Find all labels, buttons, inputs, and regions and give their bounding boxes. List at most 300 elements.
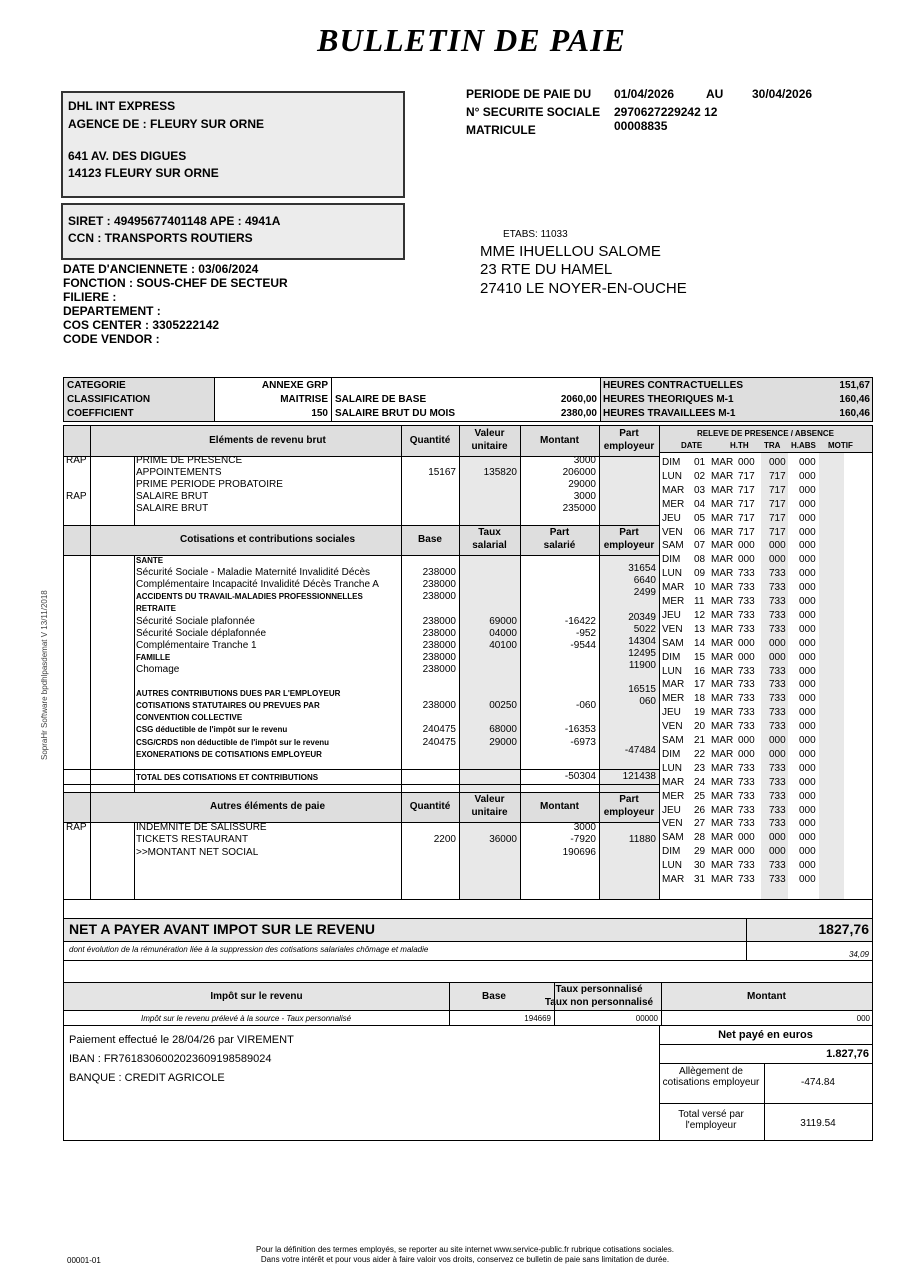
presence-tra: 733 xyxy=(769,762,786,774)
info-filiere: FILIERE : xyxy=(63,290,117,304)
period-au: AU xyxy=(706,87,724,101)
presence-day: LUN xyxy=(662,665,683,677)
header-autres: Autres éléments de paie xyxy=(209,801,326,812)
presence-month: MAR xyxy=(711,735,734,746)
coefficient-value: 150 xyxy=(311,408,328,419)
presence-day: MAR xyxy=(662,484,685,496)
presence-month: MAR xyxy=(711,582,734,594)
presence-month: MAR xyxy=(711,637,734,649)
presence-habs: 000 xyxy=(799,665,816,677)
cot-employeur: 060 xyxy=(639,696,656,708)
presence-day: MER xyxy=(662,790,685,802)
heures-trav-label: HEURES TRAVAILLEES M-1 xyxy=(603,408,736,419)
presence-month: MAR xyxy=(711,860,734,872)
cot-employeur: 6640 xyxy=(633,575,656,587)
presence-date: 18 xyxy=(694,693,706,705)
presence-tra: 733 xyxy=(769,707,786,719)
presence-hth: 000 xyxy=(738,832,755,844)
cot-base: 238000 xyxy=(422,591,456,603)
presence-habs: 000 xyxy=(799,762,816,774)
cot-base: 240475 xyxy=(422,736,456,748)
impot-base: 194669 xyxy=(524,1014,551,1023)
header-employeur-3: employeur xyxy=(603,807,655,818)
presence-day: JEU xyxy=(662,804,681,816)
presence-date: 30 xyxy=(694,860,706,872)
row-label: APPOINTEMENTS xyxy=(136,467,222,479)
presence-month: MAR xyxy=(711,874,734,885)
presence-hth: 733 xyxy=(738,721,755,733)
presence-day: SAM xyxy=(662,832,684,844)
employer-ccn: CCN : TRANSPORTS ROUTIERS xyxy=(68,231,253,245)
footer-line1: Pour la définition des termes employés, se reporter au site internet www.service-public.fr rubrique cotisations sociales. xyxy=(256,1245,674,1254)
presence-habs: 000 xyxy=(799,790,816,802)
presence-tra: 733 xyxy=(769,665,786,677)
presence-date: 21 xyxy=(694,735,706,746)
cot-base: 238000 xyxy=(422,663,456,675)
presence-date: 09 xyxy=(694,568,706,580)
presence-month: MAR xyxy=(711,790,734,802)
cot-taux: 04000 xyxy=(489,627,517,639)
presence-hth: 000 xyxy=(738,846,755,858)
cot-label: Complémentaire Incapacité Invalidité Décès Tranche A xyxy=(136,579,379,591)
header-part-sal: Part xyxy=(549,527,570,538)
presence-habs: 000 xyxy=(799,721,816,733)
cot-employeur: 31654 xyxy=(628,563,656,575)
presence-month: MAR xyxy=(711,484,734,496)
cot-part: -952 xyxy=(575,627,596,639)
payment-block xyxy=(63,1026,873,1141)
presence-h-hth: H.TH xyxy=(730,441,749,450)
presence-day: DIM xyxy=(662,846,681,858)
presence-day: LUN xyxy=(662,860,683,872)
row-quantite: 2200 xyxy=(433,834,456,846)
presence-habs: 000 xyxy=(799,512,816,524)
presence-habs: 000 xyxy=(799,596,816,607)
presence-date: 19 xyxy=(694,707,706,719)
cot-label: ACCIDENTS DU TRAVAIL-MALADIES PROFESSIONNELLES xyxy=(136,592,363,602)
presence-month: MAR xyxy=(711,568,734,580)
presence-tra: 717 xyxy=(769,470,786,482)
presence-tra: 717 xyxy=(769,484,786,496)
header-salarial: salarial xyxy=(472,540,507,551)
presence-hth: 733 xyxy=(738,568,755,580)
presence-tra: 000 xyxy=(769,554,786,566)
presence-habs: 000 xyxy=(799,776,816,788)
presence-day: LUN xyxy=(662,568,683,580)
cot-taux: 00250 xyxy=(489,700,517,712)
impot-block xyxy=(63,982,873,1026)
cot-employeur: 2499 xyxy=(633,587,656,599)
info-fonction: FONCTION : SOUS-CHEF DE SECTEUR xyxy=(63,276,288,290)
presence-month: MAR xyxy=(711,470,734,482)
info-cos-center: COS CENTER : 3305222142 xyxy=(63,318,220,332)
presence-tra: 717 xyxy=(769,498,786,510)
row-code: RAP xyxy=(66,491,87,503)
presence-date: 16 xyxy=(694,665,706,677)
presence-month: MAR xyxy=(711,512,734,524)
cot-label: Complémentaire Tranche 1 xyxy=(136,639,257,651)
presence-day: LUN xyxy=(662,470,683,482)
row-montant: 3000 xyxy=(573,822,596,833)
presence-day: VEN xyxy=(662,526,683,538)
presence-h-habs: H.ABS xyxy=(791,441,816,450)
presence-day: DIM xyxy=(662,748,681,760)
impot-h-label: Impôt sur le revenu xyxy=(210,991,303,1002)
presence-tra: 000 xyxy=(769,735,786,746)
etabs: ETABS: 11033 xyxy=(503,229,568,240)
presence-day: JEU xyxy=(662,609,681,621)
presence-tra: 733 xyxy=(769,596,786,607)
presence-day: MER xyxy=(662,498,685,510)
presence-hth: 000 xyxy=(738,457,755,468)
row-montant: 29000 xyxy=(568,479,596,491)
cot-part: -16422 xyxy=(564,615,596,627)
employee-info xyxy=(63,262,288,346)
presence-hth: 733 xyxy=(738,609,755,621)
employee-city: 27410 LE NOYER-EN-OUCHE xyxy=(480,280,687,297)
presence-month: MAR xyxy=(711,554,734,566)
net-note: dont évolution de la rémunération liée à la suppression des cotisations salariales chômage et maladie xyxy=(69,945,429,954)
presence-title: RELEVE DE PRESENCE / ABSENCE xyxy=(696,429,835,438)
presence-tra: 733 xyxy=(769,679,786,691)
presence-habs: 000 xyxy=(799,846,816,858)
presence-hth: 733 xyxy=(738,804,755,816)
presence-habs: 000 xyxy=(799,568,816,580)
presence-month: MAR xyxy=(711,804,734,816)
cot-taux: 68000 xyxy=(489,724,517,736)
presence-hth: 717 xyxy=(738,512,755,524)
header-taux: Taux xyxy=(478,527,501,538)
presence-day: SAM xyxy=(662,637,684,649)
net-block xyxy=(63,900,873,982)
impot-h-taux2: Taux non personnalisé xyxy=(544,997,654,1008)
presence-date: 06 xyxy=(694,526,706,538)
document-title: BULLETIN DE PAIE xyxy=(317,22,626,58)
presence-day: VEN xyxy=(662,623,683,635)
cot-employeur: 12495 xyxy=(628,647,656,659)
presence-day: DIM xyxy=(662,651,681,663)
row-label: PRIME DE PRESENCE xyxy=(136,455,243,466)
salaire-brut-label: SALAIRE BRUT DU MOIS xyxy=(335,408,455,419)
footer-code: 00001-01 xyxy=(67,1256,101,1265)
presence-day: MAR xyxy=(662,776,685,788)
row-label: SALAIRE BRUT xyxy=(136,491,209,503)
presence-habs: 000 xyxy=(799,470,816,482)
presence-hth: 733 xyxy=(738,679,755,691)
classification-block xyxy=(63,377,873,422)
presence-habs: 000 xyxy=(799,554,816,566)
presence-tra: 733 xyxy=(769,623,786,635)
presence-month: MAR xyxy=(711,665,734,677)
impot-taux: 00000 xyxy=(635,1014,658,1023)
row-label: SALAIRE BRUT xyxy=(136,503,209,515)
presence-habs: 000 xyxy=(799,498,816,510)
presence-hth: 733 xyxy=(738,582,755,594)
cot-base: 238000 xyxy=(422,579,456,591)
presence-date: 13 xyxy=(694,623,706,635)
presence-hth: 733 xyxy=(738,860,755,872)
header-valeur: Valeur xyxy=(474,428,505,439)
cot-label: CSG déductible de l'impôt sur le revenu xyxy=(136,725,288,735)
employer-box xyxy=(61,91,405,198)
presence-habs: 000 xyxy=(799,693,816,705)
payment-line: Paiement effectué le 28/04/26 par VIREMENT xyxy=(69,1034,294,1046)
presence-month: MAR xyxy=(711,762,734,774)
cot-base: 238000 xyxy=(422,651,456,663)
header-base: Base xyxy=(418,534,442,545)
row-employeur: 11880 xyxy=(628,834,656,846)
presence-hth: 717 xyxy=(738,484,755,496)
presence-habs: 000 xyxy=(799,484,816,496)
presence-tra: 000 xyxy=(769,540,786,552)
presence-tra: 733 xyxy=(769,582,786,594)
impot-h-taux1: Taux personnalisé xyxy=(555,984,643,995)
header-quantite-2: Quantité xyxy=(409,801,451,812)
cot-employeur: -47484 xyxy=(624,744,656,756)
employer-agency: AGENCE DE : FLEURY SUR ORNE xyxy=(68,117,265,131)
presence-tra: 000 xyxy=(769,457,786,468)
matricule-value: 00008835 xyxy=(614,119,668,133)
header-valeur-2: Valeur xyxy=(474,794,505,805)
cot-taux: 29000 xyxy=(489,736,517,748)
salaire-base-label: SALAIRE DE BASE xyxy=(335,394,427,405)
header-montant-2: Montant xyxy=(540,801,579,812)
net-note-value: 34,09 xyxy=(848,950,869,959)
header-elements-brut: Eléments de revenu brut xyxy=(209,435,326,446)
cot-label: CSG/CRDS non déductible de l'impôt sur le revenu xyxy=(136,737,330,747)
presence-tra: 000 xyxy=(769,651,786,663)
presence-date: 31 xyxy=(694,874,706,885)
presence-tra: 733 xyxy=(769,693,786,705)
header-unitaire: unitaire xyxy=(471,441,508,452)
cot-base: 238000 xyxy=(422,700,456,712)
cot-employeur: 20349 xyxy=(628,611,656,623)
presence-hth: 000 xyxy=(738,735,755,746)
classification-label: CLASSIFICATION xyxy=(67,394,151,405)
cot-base: 238000 xyxy=(422,639,456,651)
employer-city: 14123 FLEURY SUR ORNE xyxy=(68,166,219,180)
presence-hth: 733 xyxy=(738,790,755,802)
cot-employeur: 14304 xyxy=(628,635,656,647)
presence-hth: 733 xyxy=(738,762,755,774)
net-value: 1827,76 xyxy=(818,921,869,937)
presence-habs: 000 xyxy=(799,707,816,719)
presence-hth: 000 xyxy=(738,748,755,760)
header-part: Part xyxy=(619,428,639,439)
presence-month: MAR xyxy=(711,540,734,552)
presence-month: MAR xyxy=(711,721,734,733)
categorie-value: ANNEXE GRP xyxy=(261,380,328,391)
presence-habs: 000 xyxy=(799,623,816,635)
presence-tra: 733 xyxy=(769,568,786,580)
info-anciennete: DATE D'ANCIENNETE : 03/06/2024 xyxy=(63,262,259,276)
presence-hth: 733 xyxy=(738,707,755,719)
presence-tra: 000 xyxy=(769,637,786,649)
presence-habs: 000 xyxy=(799,637,816,649)
presence-date: 26 xyxy=(694,804,706,816)
header-quantite: Quantité xyxy=(409,435,451,446)
presence-habs: 000 xyxy=(799,804,816,816)
cot-label: Sécurité Sociale déplafonnée xyxy=(136,627,267,639)
cot-label: Chomage xyxy=(136,663,180,675)
cot-label: SANTE xyxy=(136,556,164,565)
presence-tra: 000 xyxy=(769,748,786,760)
cot-base: 238000 xyxy=(422,627,456,639)
presence-tra: 733 xyxy=(769,721,786,733)
cot-employeur: 16515 xyxy=(628,684,656,696)
salaire-brut-value: 2380,00 xyxy=(560,408,597,419)
info-code-vendor: CODE VENDOR : xyxy=(63,332,160,346)
row-montant: -7920 xyxy=(570,834,596,846)
presence-habs: 000 xyxy=(799,860,816,872)
coefficient-label: COEFFICIENT xyxy=(67,408,134,419)
cot-label: CONVENTION COLLECTIVE xyxy=(136,713,243,723)
row-valeur: 135820 xyxy=(483,467,517,479)
row-montant: 3000 xyxy=(573,455,596,466)
cot-base: 238000 xyxy=(422,615,456,627)
heures-trav-value: 160,46 xyxy=(839,408,870,419)
presence-month: MAR xyxy=(711,832,734,844)
presence-date: 01 xyxy=(694,457,706,468)
presence-habs: 000 xyxy=(799,540,816,552)
heures-theo-value: 160,46 xyxy=(839,394,870,405)
allegement-label: Allègement de cotisations employeur xyxy=(662,1066,760,1088)
period-label: PERIODE DE PAIE DU xyxy=(466,87,592,101)
row-quantite: 15167 xyxy=(428,467,456,479)
employer-siret: SIRET : 49495677401148 APE : 4941A xyxy=(68,214,281,228)
header-part-3: Part xyxy=(619,794,639,805)
presence-habs: 000 xyxy=(799,748,816,760)
presence-habs: 000 xyxy=(799,526,816,538)
net-label: NET A PAYER AVANT IMPOT SUR LE REVENU xyxy=(69,921,375,937)
employer-street: 641 AV. DES DIGUES xyxy=(68,149,187,163)
presence-tra: 733 xyxy=(769,818,786,830)
presence-day: SAM xyxy=(662,540,684,552)
presence-date: 03 xyxy=(694,484,706,496)
cot-label: COTISATIONS STATUTAIRES OU PREVUES PAR xyxy=(136,701,320,711)
presence-month: MAR xyxy=(711,679,734,691)
info-departement: DEPARTEMENT : xyxy=(63,304,161,318)
presence-hth: 733 xyxy=(738,596,755,607)
presence-h-date: DATE xyxy=(681,441,703,450)
presence-hth: 733 xyxy=(738,623,755,635)
presence-day: DIM xyxy=(662,554,681,566)
cot-base: 240475 xyxy=(422,724,456,736)
presence-date: 10 xyxy=(694,582,706,594)
presence-tra: 717 xyxy=(769,526,786,538)
presence-month: MAR xyxy=(711,526,734,538)
footer-line2: Dans votre intérêt et pour vous aider à faire valoir vos droits, conservez ce bulletin de paie sans limitation de durée. xyxy=(260,1255,670,1264)
presence-tra: 733 xyxy=(769,790,786,802)
presence-day: VEN xyxy=(662,818,683,830)
payment-iban: IBAN : FR7618306002023609198589024 xyxy=(69,1053,272,1065)
ss-label: N° SECURITE SOCIALE xyxy=(466,105,601,119)
presence-hth: 733 xyxy=(738,665,755,677)
presence-day: MAR xyxy=(662,874,685,885)
total-verse-value: 3119.54 xyxy=(800,1118,836,1129)
period-from: 01/04/2026 xyxy=(614,87,675,101)
ss-number: 2970627229242 12 xyxy=(614,105,718,119)
presence-hth: 000 xyxy=(738,540,755,552)
header-montant: Montant xyxy=(540,435,579,446)
total-cotisations-part: -50304 xyxy=(564,771,596,782)
presence-month: MAR xyxy=(711,846,734,858)
presence-tra: 733 xyxy=(769,804,786,816)
presence-day: DIM xyxy=(662,457,681,468)
presence-day: MER xyxy=(662,596,685,607)
cot-taux: 40100 xyxy=(489,639,517,651)
presence-date: 23 xyxy=(694,762,706,774)
presence-habs: 000 xyxy=(799,679,816,691)
heures-contract-label: HEURES CONTRACTUELLES xyxy=(603,380,744,391)
cot-employeur: 5022 xyxy=(633,623,656,635)
presence-tra: 733 xyxy=(769,860,786,872)
presence-date: 14 xyxy=(694,637,706,649)
period-to: 30/04/2026 xyxy=(752,87,813,101)
employer-id-box xyxy=(61,203,405,260)
software-side-text: SopraHr Software bpdhlpasdemat V 13/11/2018 xyxy=(40,590,49,760)
presence-date: 20 xyxy=(694,721,706,733)
row-montant: 206000 xyxy=(562,467,596,479)
presence-habs: 000 xyxy=(799,582,816,594)
row-label: >>MONTANT NET SOCIAL xyxy=(136,846,259,858)
presence-day: MAR xyxy=(662,679,685,691)
total-verse-label: Total versé par l'employeur xyxy=(678,1109,744,1131)
row-montant: 190696 xyxy=(562,846,596,858)
cot-label: FAMILLE xyxy=(136,652,171,662)
row-label: TICKETS RESTAURANT xyxy=(136,834,249,846)
row-code: RAP xyxy=(66,455,87,466)
presence-month: MAR xyxy=(711,623,734,635)
presence-day: LUN xyxy=(662,762,683,774)
presence-month: MAR xyxy=(711,707,734,719)
row-label: PRIME PERIODE PROBATOIRE xyxy=(136,479,283,491)
presence-day: MER xyxy=(662,693,685,705)
presence-h-tra: TRA xyxy=(764,441,781,450)
cot-employeur: 11900 xyxy=(628,659,656,671)
presence-date: 24 xyxy=(694,776,706,788)
total-cotisations-label: TOTAL DES COTISATIONS ET CONTRIBUTIONS xyxy=(136,773,319,782)
presence-habs: 000 xyxy=(799,832,816,844)
employee-name: MME IHUELLOU SALOME xyxy=(480,243,661,260)
net-paye-label: Net payé en euros xyxy=(718,1029,813,1041)
cot-part: -6973 xyxy=(570,736,596,748)
presence-date: 25 xyxy=(694,790,706,802)
cot-part: -060 xyxy=(575,700,596,712)
header-part-emp: Part xyxy=(619,527,639,538)
presence-month: MAR xyxy=(711,498,734,510)
presence-tra: 000 xyxy=(769,832,786,844)
cot-part: -16353 xyxy=(564,724,596,736)
presence-date: 11 xyxy=(694,596,705,607)
presence-hth: 733 xyxy=(738,693,755,705)
presence-date: 04 xyxy=(694,498,706,510)
presence-habs: 000 xyxy=(799,609,816,621)
presence-date: 07 xyxy=(694,540,706,552)
presence-month: MAR xyxy=(711,651,734,663)
presence-day: JEU xyxy=(662,707,681,719)
presence-tra: 733 xyxy=(769,874,786,885)
net-paye-value: 1.827,76 xyxy=(826,1048,869,1060)
presence-tra: 733 xyxy=(769,609,786,621)
main-table xyxy=(63,425,873,900)
presence-hth: 733 xyxy=(738,776,755,788)
presence-tra: 000 xyxy=(769,846,786,858)
row-montant: 235000 xyxy=(562,503,596,515)
employer-name: DHL INT EXPRESS xyxy=(68,99,176,113)
header-salarie: salarié xyxy=(543,540,576,551)
presence-hth: 000 xyxy=(738,637,755,649)
